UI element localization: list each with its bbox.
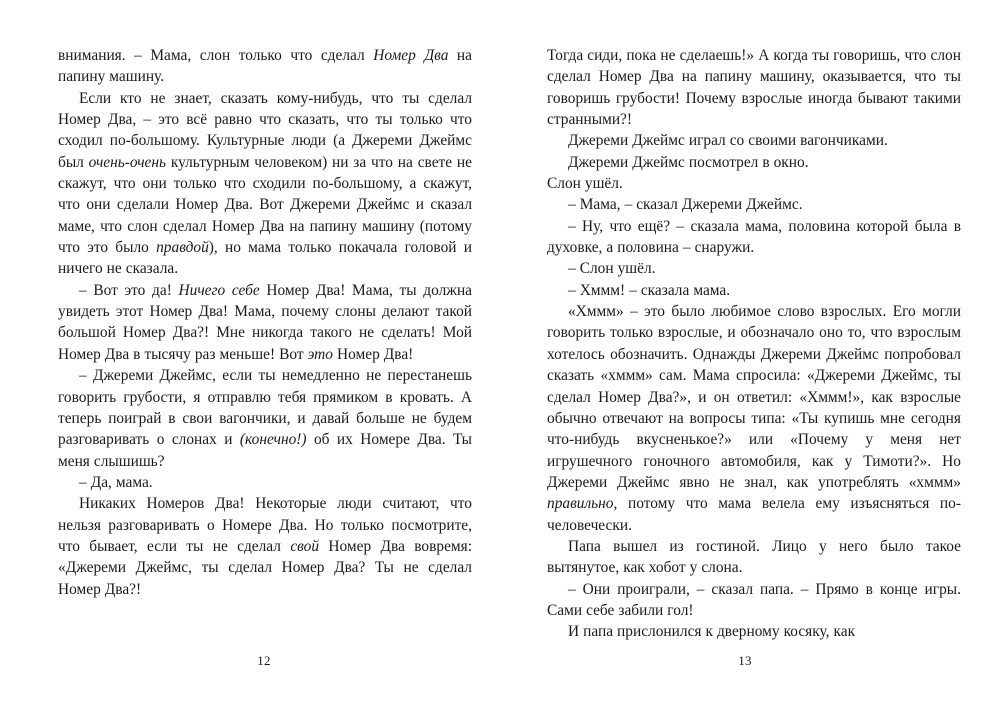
page-left-folio: 12 — [257, 653, 271, 668]
paragraph — [547, 258, 961, 279]
text-run: ), но мама только покачала головой и ничего не сказала. — [58, 239, 472, 278]
text-run: Слон ушёл. — [547, 175, 623, 193]
text-run: Тогда сиди, пока не сделаешь!» А когда ты говоришь, что слон сделал Номер Два на папину машину, оказывается, что ты говоришь грубости! Почему взрослые иногда бывают такими странными?! — [547, 47, 961, 129]
paragraph — [547, 152, 961, 173]
text-run: культурным человеком) ни за что на свете не скажут, что они только что сходили по-большому, а скажут, что они сделали Номер Два. Вот Джереми Джеймс и сказал маме, что слон сделал Номер Два на папину машину (потому что это было — [58, 153, 472, 257]
text-run: внимания. – Мама, слон только что сделал — [58, 47, 374, 64]
text-run: – Хммм! – сказала мама. — [568, 281, 731, 299]
text-run: Если кто не знает, сказать кому-нибудь, что ты сделал Номер Два, – это всё равно что сказать, что ты только что сходил по-большому. Культурные люди (а Джереми Джеймс был — [58, 89, 472, 171]
paragraph — [58, 45, 472, 88]
paragraph — [547, 301, 961, 536]
emphasis-run: очень-очень — [88, 153, 167, 171]
emphasis-run: это — [307, 345, 333, 363]
paragraph — [547, 536, 961, 579]
text-run: Номер Два! — [333, 345, 414, 363]
paragraph — [58, 280, 472, 365]
text-run: Джереми Джеймс играл со своими вагончиками. — [568, 132, 888, 150]
text-run: – Да, мама. — [79, 473, 153, 491]
emphasis-run: (конечно!) — [239, 431, 307, 449]
page-left-text-block — [58, 45, 472, 625]
paragraph — [547, 621, 961, 642]
emphasis-run: Номер Два — [373, 47, 449, 64]
paragraph — [58, 472, 472, 493]
text-run: – Мама, – сказал Джереми Джеймс. — [568, 196, 803, 214]
emphasis-run: Ничего себе — [178, 281, 260, 299]
emphasis-run: свой — [290, 537, 320, 555]
text-run: Папа вышел из гостиной. Лицо у него было такое вытянутое, как хобот у слона. — [547, 537, 961, 577]
page-right-text-block — [547, 45, 961, 641]
text-run: об их Номере Два. Ты меня слышишь? — [58, 431, 472, 470]
text-run: – Джереми Джеймс, если ты немедленно не перестанешь говорить грубости, я отправлю тебя прямиком в кровать. А теперь поиграй в свои вагончики, и давай больше не будем разговаривать о слонах и — [58, 367, 472, 449]
text-run: – Ну, что ещё? – сказала мама, половина которой была в духовке, а половина – снаружи. — [547, 217, 961, 257]
paragraph — [547, 579, 961, 622]
text-run: – Они проиграли, – сказал папа. – Прямо в конце игры. Сами себе забили гол! — [547, 580, 961, 619]
text-run: Номер Два вовремя: «Джереми Джеймс, ты сделал Номер Два? Ты не сделал Номер Два?! — [58, 537, 472, 598]
text-run: , потому что мама велела ему изъясняться по-человечески. — [547, 495, 961, 534]
text-run: Номер Два! Мама, ты должна увидеть этот Номер Два! Мама, почему слоны делают такой большой Номер Два?! Мне никогда такого не сделать! Мой Номер Два в тысячу раз меньше! Вот — [58, 281, 473, 363]
text-run: И папа прислонился к дверному косяку, как — [568, 623, 856, 641]
page-right-folio: 13 — [738, 653, 752, 668]
text-run: «Хммм» – это было любимое слово взрослых. Его могли говорить только взрослые, и обозначало оно то, что взрослым хотелось обозначить. Однажды Джереми Джеймс попробовал сказать «хммм» сам. Мама спросила: «Джереми Джеймс, ты сделал Номер Два?», и он ответил: «Хммм!», как взрослые обычно отвечают на вопросы типа: «Ты купишь мне сегодня что-нибудь вкусненькое?» или «Почему у меня нет игрушечного гоночного автомобиля, как у Тимоти?». Но Джереми Джеймс явно не знал, как употреблять «хммм» — [547, 303, 961, 491]
emphasis-run: правильно — [547, 495, 614, 513]
paragraph — [547, 173, 961, 194]
paragraph — [58, 365, 472, 472]
text-run: – Слон ушёл. — [568, 260, 656, 278]
paragraph — [547, 45, 961, 130]
paragraph — [547, 280, 961, 301]
paragraph — [58, 88, 472, 280]
paragraph — [547, 194, 961, 215]
paragraph — [58, 493, 472, 600]
paragraph — [547, 216, 961, 259]
emphasis-run: правдой — [156, 239, 209, 257]
text-run: Джереми Джеймс посмотрел в окно. — [568, 153, 809, 171]
text-run: – Вот это да! — [79, 281, 179, 299]
text-run: Никаких Номеров Два! Некоторые люди считают, что нельзя разговаривать о Номере Два. Но только посмотрите, что бывает, если ты не сделал — [58, 495, 472, 555]
paragraph — [547, 130, 961, 151]
text-run: на папину машину. — [58, 47, 472, 86]
page-right — [500, 0, 1000, 709]
